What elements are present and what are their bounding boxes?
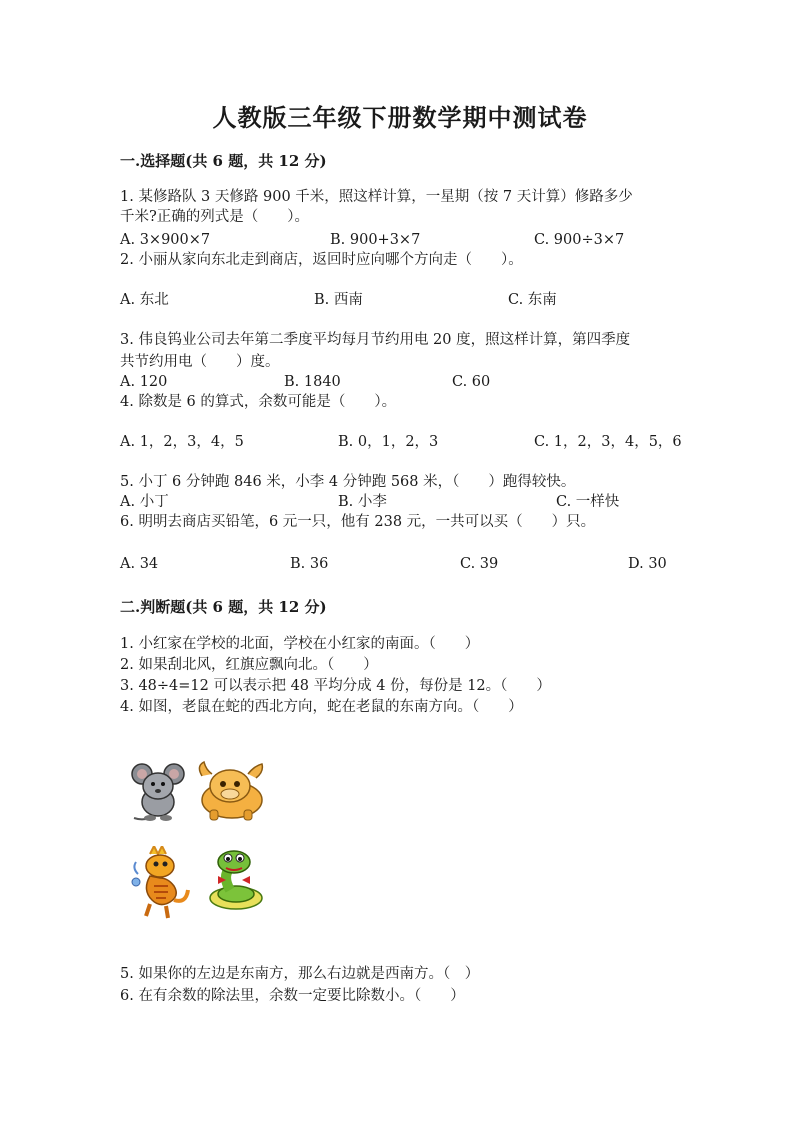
dragon-icon bbox=[130, 846, 192, 920]
question-1-line-2: 千米?正确的列式是（ ）。 bbox=[120, 209, 310, 225]
question-2-option-a: A. 东北 bbox=[120, 292, 169, 308]
question-1-option-a: A. 3×900×7 bbox=[120, 232, 211, 248]
section-heading-choice: 一.选择题(共 6 题，共 12 分) bbox=[120, 152, 327, 170]
question-1-line-1: 1. 某修路队 3 天修路 900 千米，照这样计算，一星期（按 7 天计算）修路多少 bbox=[120, 189, 633, 205]
question-6-option-c: C. 39 bbox=[460, 556, 499, 572]
question-3-option-c: C. 60 bbox=[452, 374, 491, 390]
question-3-option-b: B. 1840 bbox=[284, 374, 341, 390]
question-5-option-c: C. 一样快 bbox=[556, 494, 620, 510]
snake-icon bbox=[204, 846, 268, 912]
question-3-line-2: 共节约用电（ ）度。 bbox=[120, 354, 280, 370]
question-4-line-1: 4. 除数是 6 的算式，余数可能是（ ）。 bbox=[120, 394, 397, 410]
question-6-line-1: 6. 明明去商店买铅笔，6 元一只，他有 238 元，一共可以买（ ）只。 bbox=[120, 514, 596, 530]
judgement-6: 6. 在有余数的除法里，余数一定要比除数小。（ ） bbox=[120, 988, 465, 1004]
judgement-1: 1. 小红家在学校的北面，学校在小红家的南面。（ ） bbox=[120, 636, 480, 652]
question-5-option-a: A. 小丁 bbox=[120, 494, 169, 510]
page-title: 人教版三年级下册数学期中测试卷 bbox=[212, 103, 588, 132]
question-5-line-1: 5. 小丁 6 分钟跑 846 米，小李 4 分钟跑 568 米，（ ）跑得较快。 bbox=[120, 474, 576, 490]
question-1-option-b: B. 900+3×7 bbox=[330, 232, 421, 248]
question-2-line-1: 2. 小丽从家向东北走到商店，返回时应向哪个方向走（ ）。 bbox=[120, 252, 523, 268]
judgement-3: 3. 48÷4=12 可以表示把 48 平均分成 4 份，每份是 12。（ ） bbox=[120, 678, 551, 694]
judgement-5: 5. 如果你的左边是东南方，那么右边就是西南方。（ ） bbox=[120, 966, 480, 982]
question-6-option-a: A. 34 bbox=[120, 556, 159, 572]
question-3-option-a: A. 120 bbox=[120, 374, 168, 390]
question-2-option-c: C. 东南 bbox=[508, 292, 557, 308]
question-4-option-a: A. 1，2，3，4，5 bbox=[120, 434, 244, 450]
question-3-line-1: 3. 伟良钨业公司去年第二季度平均每月节约用电 20 度，照这样计算，第四季度 bbox=[120, 332, 631, 348]
section-heading-judgement: 二.判断题(共 6 题，共 12 分) bbox=[120, 598, 327, 616]
question-5-option-b: B. 小李 bbox=[338, 494, 387, 510]
question-1-option-c: C. 900÷3×7 bbox=[534, 232, 625, 248]
judgement-4: 4. 如图，老鼠在蛇的西北方向，蛇在老鼠的东南方向。（ ） bbox=[120, 699, 523, 715]
question-2-option-b: B. 西南 bbox=[314, 292, 363, 308]
judgement-2: 2. 如果刮北风，红旗应飘向北。（ ） bbox=[120, 657, 378, 673]
question-4-option-b: B. 0，1，2，3 bbox=[338, 434, 439, 450]
mouse-icon bbox=[128, 760, 188, 826]
question-6-option-b: B. 36 bbox=[290, 556, 329, 572]
ox-icon bbox=[192, 760, 272, 822]
question-6-option-d: D. 30 bbox=[628, 556, 667, 572]
question-4-option-c: C. 1，2，3，4，5，6 bbox=[534, 434, 682, 450]
